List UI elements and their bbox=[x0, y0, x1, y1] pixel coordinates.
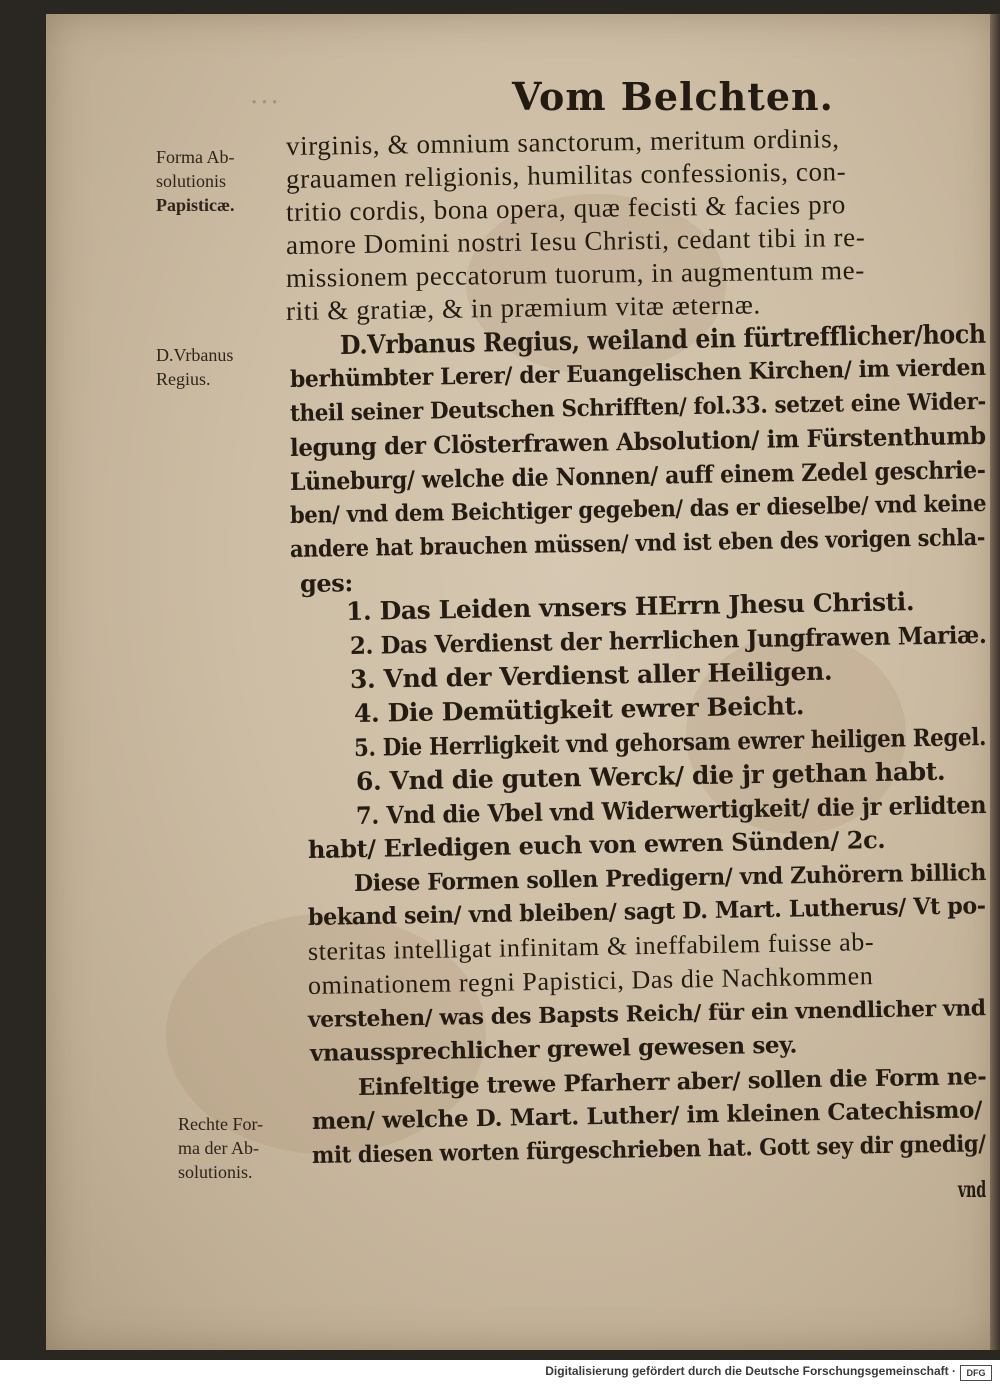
text-line: Lüneburg/ welche die Nonnen/ auff einem Zedel geschrie- bbox=[289, 454, 986, 496]
list-item: 3. Vnd der Verdienst aller Heiligen. bbox=[349, 656, 833, 694]
catchword: vnd bbox=[958, 1177, 986, 1203]
list-item: 2. Das Verdienst der herrlichen Jungfrawen Mariæ. bbox=[349, 619, 987, 660]
list-item: 7. Vnd die Vbel vnd Widerwertigkeit/ die jr erlidten bbox=[355, 790, 987, 830]
digitization-credit: Digitalisierung gefördert durch die Deutsche Forschungsgemeinschaft · bbox=[545, 1364, 956, 1378]
dfg-logo-icon: DFG bbox=[960, 1365, 992, 1381]
margin-note: solutionis bbox=[156, 171, 227, 191]
page-edge-shadow bbox=[990, 14, 1000, 1350]
text-line: D.Vrbanus Regius, weiland ein fürtrefflicher/hoch bbox=[339, 319, 987, 361]
text-line: ben/ vnd dem Beichtiger gegeben/ das er dieselbe/ vnd keine bbox=[289, 489, 987, 529]
text-line: virginis, & omnium sanctorum, meritum ordinis, bbox=[285, 123, 840, 161]
text-line: habt/ Erledigen euch von ewren Sünden/ 2c. bbox=[307, 824, 886, 864]
margin-note: Rechte For- bbox=[178, 1114, 264, 1134]
text-line: Diese Formen sollen Predigern/ vnd Zuhörern billich bbox=[353, 858, 987, 897]
faded-page-number: ··· bbox=[250, 88, 281, 118]
text-line: men/ welche D. Mart. Luther/ im kleinen Catechismo/ bbox=[311, 1096, 983, 1135]
text-line: vnaussprechlicher grewel gewesen sey. bbox=[309, 1031, 798, 1067]
text-line: verstehen/ was des Bapsts Reich/ für ein vnendlicher vnd bbox=[307, 995, 986, 1033]
margin-note: D.Vrbanus bbox=[156, 345, 234, 365]
running-header: Vom Belchten. bbox=[512, 74, 834, 119]
margin-note: Regius. bbox=[156, 369, 211, 389]
text-line: theil seiner Deutschen Schrifften/ fol.33. setzet eine Wider- bbox=[289, 387, 987, 427]
text-line: ominationem regni Papistici, Das die Nachkommen bbox=[307, 961, 874, 1000]
list-item: 1. Das Leiden vnsers HErrn Jhesu Christi. bbox=[345, 587, 915, 626]
text-line: steritas intelligat infinitam & ineffabilem fuisse ab- bbox=[307, 927, 875, 966]
text-line: berhümbter Lerer/ der Euangelischen Kirchen/ im vierden bbox=[289, 353, 986, 393]
text-line: tritio cordis, bona opera, quæ fecisti & facies pro bbox=[285, 189, 847, 227]
text-line: amore Domini nostri Iesu Christi, cedant tibi in re- bbox=[285, 221, 866, 260]
text-line: ges: bbox=[299, 568, 354, 598]
text-line: legung der Clösterfrawen Absolution/ im Fürstenthumb bbox=[289, 420, 986, 462]
margin-note: solutionis. bbox=[178, 1162, 253, 1182]
text-line: grauamen religionis, humilitas confessionis, con- bbox=[285, 156, 847, 194]
text-line: Einfeltige trewe Pfarherr aber/ sollen die Form ne- bbox=[357, 1063, 987, 1101]
text-line: bekand sein/ vnd bleiben/ sagt D. Mart. Lutherus/ Vt po- bbox=[307, 892, 986, 931]
list-item: 4. Die Demütigkeit ewrer Beicht. bbox=[353, 691, 805, 728]
margin-note: ma der Ab- bbox=[178, 1138, 259, 1158]
margin-note: Forma Ab- bbox=[156, 147, 235, 167]
margin-note: Papisticæ. bbox=[156, 195, 235, 215]
list-item: 6. Vnd die guten Werck/ die jr gethan habt. bbox=[355, 756, 946, 796]
list-item: 5. Die Herrligkeit vnd gehorsam ewrer heiligen Regel. bbox=[353, 721, 987, 762]
text-line: andere hat brauchen müssen/ vnd ist eben des vorigen schla- bbox=[289, 523, 986, 563]
text-line: missionem peccatorum tuorum, in augmentum me- bbox=[285, 254, 866, 293]
text-line: mit diesen worten fürgeschrieben hat. Gott sey dir gnedig/ bbox=[311, 1130, 986, 1169]
text-line: riti & gratiæ, & in præmium vitæ æternæ. bbox=[285, 289, 761, 326]
